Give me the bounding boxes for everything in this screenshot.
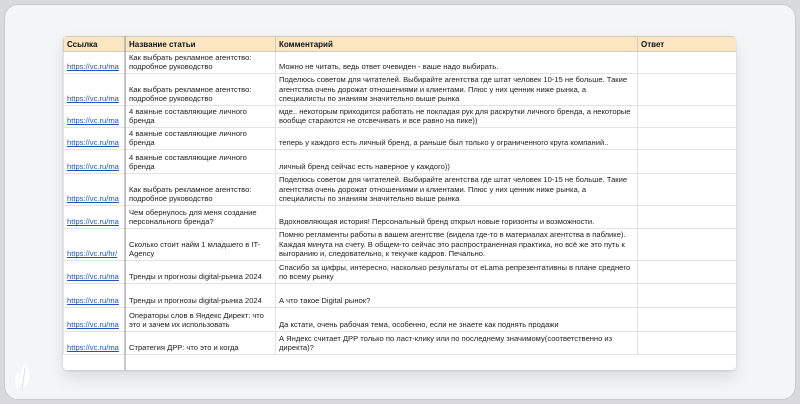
title-cell[interactable]: Чем обернулось для меня создание персонального бренда? — [126, 206, 276, 229]
link-cell[interactable]: https://vc.ru/ma — [64, 106, 126, 128]
comment-cell[interactable]: Поделюсь советом для читателей. Выбирайте агентства где штат человек 10-15 не больше. Такие агентства очень дорожат отношениями и клиентами. Плюс у них ценник ниже рынка, а специалисты по знаниям значительно выше рынка — [276, 74, 638, 106]
header-title[interactable]: Название статьи — [126, 37, 276, 52]
comment-cell[interactable]: Поделюсь советом для читателей. Выбирайте агентства где штат человек 10-15 не больше. Такие агентства очень дорожат отношениями и клиентами. Плюс у них ценник ниже рынка, а специалисты по знаниям значительно выше рынка — [276, 174, 638, 206]
header-row — [64, 37, 737, 52]
answer-cell[interactable] — [638, 229, 737, 261]
table-row — [64, 128, 737, 150]
header-comment[interactable]: Комментарий — [276, 37, 638, 52]
comment-cell[interactable]: Да кстати, очень рабочая тема, особенно, если не знаете как поднять продажи — [276, 308, 638, 332]
comment-cell[interactable]: А что такое Digital рынок? — [276, 284, 638, 308]
answer-cell[interactable] — [638, 106, 737, 128]
link-cell[interactable]: https://vc.ru/ma — [64, 332, 126, 355]
answer-cell[interactable] — [638, 174, 737, 206]
answer-cell[interactable] — [638, 308, 737, 332]
feather-logo-icon — [10, 362, 36, 392]
title-cell[interactable]: Тренды и прогнозы digital-рынка 2024 — [126, 261, 276, 284]
comment-cell[interactable]: мде.. некоторым приходится работать не покладая рук для раскрутки личного бренда, а некоторые вообще стараются не отсвечивать и все равно на пике)) — [276, 106, 638, 128]
comment-cell[interactable]: А Яндекс считает ДРР только по ласт-клику или по последнему значимому(соответственно из директа)? — [276, 332, 638, 355]
table-row — [64, 52, 737, 74]
spreadsheet — [63, 36, 736, 370]
link-cell[interactable]: https://vc.ru/ma — [64, 261, 126, 284]
comment-cell[interactable]: Вдохновляющая история! Персональный бренд открыл новые горизонты и возможности. — [276, 206, 638, 229]
link-cell[interactable]: https://vc.ru/ma — [64, 150, 126, 174]
table-row — [64, 106, 737, 128]
table-row — [64, 308, 737, 332]
link-cell[interactable]: https://vc.ru/ma — [64, 206, 126, 229]
title-cell[interactable]: Операторы слов в Яндекс Директ: что это и зачем их использовать — [126, 308, 276, 332]
comment-cell[interactable]: личный бренд сейчас есть наверное у каждого)) — [276, 150, 638, 174]
link-cell[interactable]: https://vc.ru/ma — [64, 52, 126, 74]
table-row — [64, 74, 737, 106]
link-cell[interactable]: https://vc.ru/hr/ — [64, 229, 126, 261]
title-cell[interactable]: 4 важные составляющие личного бренда — [126, 106, 276, 128]
table-row — [64, 284, 737, 308]
comments-table — [63, 36, 736, 355]
comment-cell[interactable]: Можно не читать, ведь ответ очевиден - ваше надо выбирать. — [276, 52, 638, 74]
link-cell[interactable]: https://vc.ru/ma — [64, 308, 126, 332]
title-cell[interactable]: Как выбрать рекламное агентство: подробное руководство — [126, 174, 276, 206]
title-cell[interactable]: Как выбрать рекламное агентство: подробное руководство — [126, 74, 276, 106]
link-cell[interactable]: https://vc.ru/ma — [64, 174, 126, 206]
title-cell[interactable]: Стратегия ДРР: что это и когда — [126, 332, 276, 355]
link-cell[interactable]: https://vc.ru/ma — [64, 74, 126, 106]
comment-cell[interactable]: Помню регламенты работы в вашем агентстве (видела где-то в материалах агентства в паблике). Каждая минута на счету. В общем-то сейчас это распространенная практика, но всё же это путь к выгоранию и, следовательно, к текучке кадров. Печально. — [276, 229, 638, 261]
header-link[interactable]: Ссылка — [64, 37, 126, 52]
title-cell[interactable]: 4 важные составляющие личного бренда — [126, 128, 276, 150]
answer-cell[interactable] — [638, 128, 737, 150]
table-row — [64, 332, 737, 355]
answer-cell[interactable] — [638, 332, 737, 355]
comment-cell[interactable]: Спасибо за цифры, интересно, насколько результаты от eLama репрезентативны в плане среднего по всему рынку — [276, 261, 638, 284]
title-cell[interactable]: Сколько стоит найм 1 младшего в IT-Agency — [126, 229, 276, 261]
table-row — [64, 261, 737, 284]
link-cell[interactable]: https://vc.ru/ma — [64, 284, 126, 308]
answer-cell[interactable] — [638, 261, 737, 284]
table-row — [64, 229, 737, 261]
answer-cell[interactable] — [638, 52, 737, 74]
table-row — [64, 174, 737, 206]
comment-cell[interactable]: теперь у каждого есть личный бренд, а раньше был только у ограниченного круга компаний.. — [276, 128, 638, 150]
table-row — [64, 150, 737, 174]
column-resize-handle[interactable] — [124, 36, 126, 370]
answer-cell[interactable] — [638, 206, 737, 229]
link-cell[interactable]: https://vc.ru/ma — [64, 128, 126, 150]
header-answer[interactable]: Ответ — [638, 37, 737, 52]
answer-cell[interactable] — [638, 284, 737, 308]
answer-cell[interactable] — [638, 150, 737, 174]
title-cell[interactable]: 4 важные составляющие личного бренда — [126, 150, 276, 174]
answer-cell[interactable] — [638, 74, 737, 106]
table-row — [64, 206, 737, 229]
title-cell[interactable]: Тренды и прогнозы digital-рынка 2024 — [126, 284, 276, 308]
title-cell[interactable]: Как выбрать рекламное агентство: подробное руководство — [126, 52, 276, 74]
